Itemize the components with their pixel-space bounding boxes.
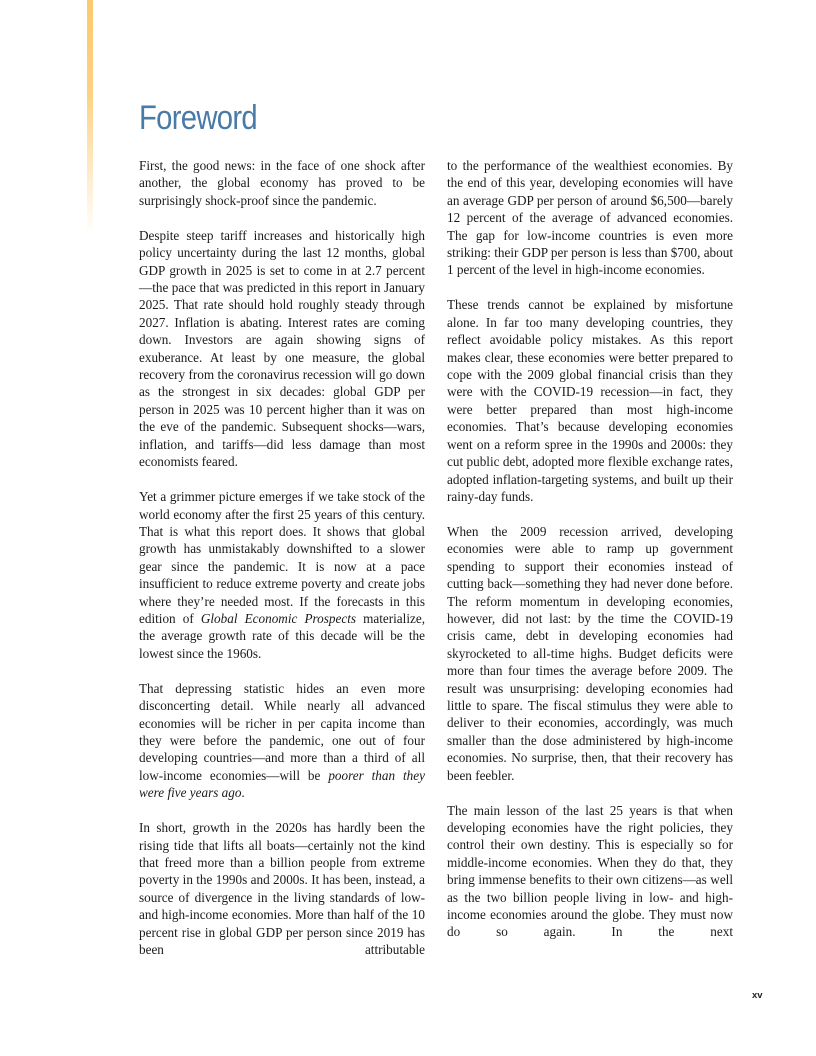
paragraph-tariffs-growth: Despite steep tariff increases and historically high policy uncertainty during the last 12 months, global GDP growth in 2025 is set to come in at 2.7 percent—the pace that was predicted in this report in January 2025. That rate should hold roughly steady through 2027. Inflation is abating. Interest rates are coming down. Investors are again showing signs of exuberance. At least by one measure, the global recovery from the coronavirus recession will go down as the strongest in six decades: global GDP per person in 2025 was 10 percent higher than it was on the eve of the pandemic. Subsequent shocks—wars, inflation, and tariffs—did less damage than most economists feared. xyxy=(139,227,425,470)
paragraph-policy-mistakes: These trends cannot be explained by misfortune alone. In far too many developing countries, they reflect avoidable policy mistakes. As this report makes clear, these economies were better prepared to cope with the 2009 global financial crisis than they were with the COVID-19 recession—in fact, they were better prepared than most high-income economies. That’s because developing economies went on a reform spree in the 1990s and 2000s: they cut public debt, adopted more flexible exchange rates, adopted inflation-targeting systems, and built up their rainy-day funds. xyxy=(447,297,733,504)
paragraph-good-news: First, the good news: in the face of one shock after another, the global economy has proved to be surprisingly shock-proof since the pandemic. xyxy=(139,158,425,208)
report-title-italic: Global Economic Prospects xyxy=(200,610,356,626)
paragraph-2009-recession: When the 2009 recession arrived, developing economies were able to ramp up government spending to support their economies instead of cutting back—something they had never done before. The reform momentum in developing economies, however, did not last: by the time the COVID-19 crisis came, debt in developing economies had skyrocketed to all-time highs. Budget deficits were more than four times the average before 2009. The result was unsurprising: developing economies had little to spare. The fiscal stimulus they were able to deliver to their economies, accordingly, was much smaller than the dose administered by high-income economies. No surprise, then, that their recovery has been feebler. xyxy=(447,523,733,783)
paragraph-wealthiest-economies: to the performance of the wealthiest economies. By the end of this year, developing economies will have an average GDP per person of around $6,500—barely 12 percent of the average of advanced economies. The gap for low-income countries is even more striking: their GDP per person is less than $700, about 1 percent of the level in high-income economies. xyxy=(447,158,733,278)
page-title: Foreword xyxy=(139,99,258,137)
text-span: Yet a grimmer picture emerges if we take stock of the world economy after the first 25 years of this century. That is what this report does. It shows that global growth has unmistakably downshifted to a slower gear since the pandemic. It is now at a pace insufficient to reduce extreme poverty and create jobs where they’re needed most. If the forecasts in this edition of xyxy=(139,489,425,626)
paragraph-depressing-statistic xyxy=(139,680,425,802)
paragraph-divergence: In short, growth in the 2020s has hardly been the rising tide that lifts all boats—certainly not the kind that freed more than a billion people from extreme poverty in the 1990s and 2000s. It has been, instead, a source of divergence in the living standards of low- and high-income economies. More than half of the 10 percent rise in global GDP per person since 2019 has been attributable xyxy=(139,820,425,958)
text-span: That depressing statistic hides an even more disconcerting detail. While nearly all advanced economies will be richer in per capita income than they were before the pandemic, one out of four developing countries—and more than a third of all low-income economies—will be xyxy=(139,680,425,783)
page-number: xv xyxy=(752,990,763,1001)
right-text-column xyxy=(447,157,733,941)
text-span: . xyxy=(241,785,245,801)
paragraph-main-lesson: The main lesson of the last 25 years is that when developing economies have the right policies, they control their own destiny. This is especially so for middle-income economies. When they do that, they bring immense benefits to their own citizens—as well as the two billion people living in low- and high-income economies around the globe. They must now do so again. In the next xyxy=(447,802,733,940)
left-text-column xyxy=(139,157,425,958)
decorative-accent-bar xyxy=(87,0,93,235)
text-span: materialize, the average growth rate of this decade will be the lowest since the 1960s. xyxy=(139,610,425,661)
paragraph-grimmer-picture xyxy=(139,488,425,662)
emphasis-italic: poorer than they were five years ago xyxy=(139,767,425,801)
